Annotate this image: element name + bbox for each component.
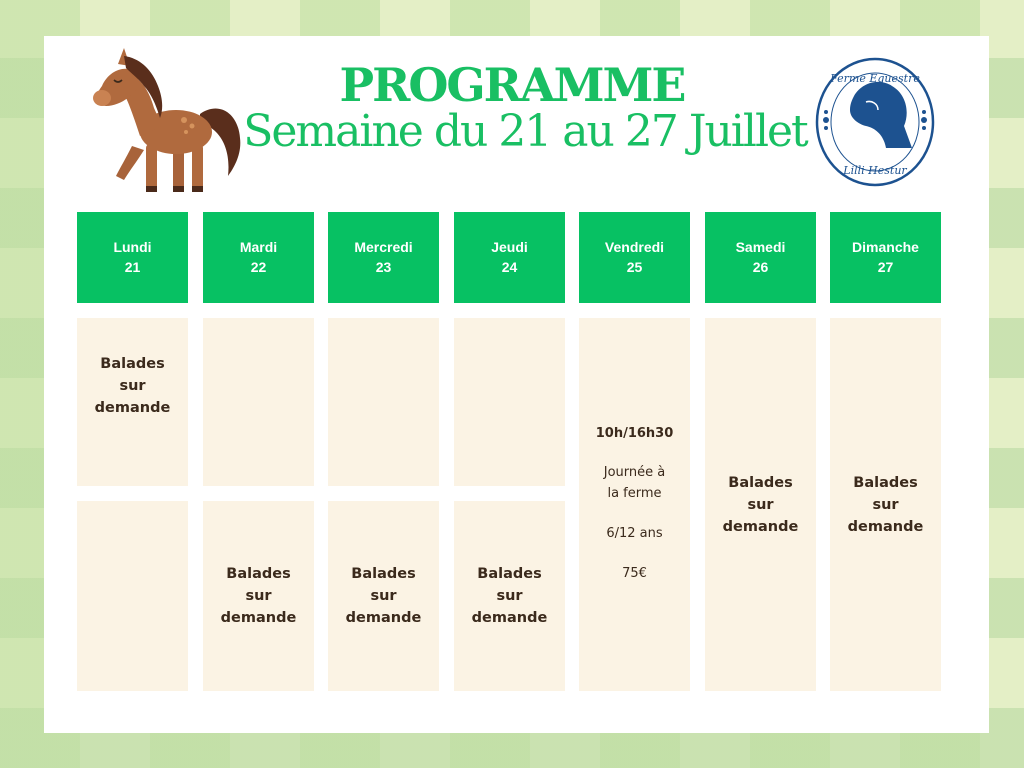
dimanche-cell [830,318,941,691]
page-subtitle: Semaine du 21 au 27 Juillet [243,106,807,157]
activity-text: Balades sur demande [722,474,799,535]
mercredi-morning-cell [328,318,439,486]
page-title: PROGRAMME [339,58,685,112]
day-name: Vendredi [604,239,665,255]
friday-title-line1: Journée à [603,465,666,480]
day-name: Dimanche [852,239,919,255]
day-date: 21 [124,259,141,275]
day-date: 22 [250,259,267,275]
day-name: Samedi [735,239,786,255]
friday-time: 10h/16h30 [595,426,674,441]
jeudi-morning-cell [454,318,565,486]
friday-price: 75€ [622,566,647,581]
mardi-afternoon-cell [203,501,314,691]
activity-text: Balades sur demande [94,356,171,416]
day-header-mercredi [328,212,439,303]
day-date: 23 [375,259,392,275]
day-name: Jeudi [491,239,528,255]
day-header-vendredi [579,212,690,303]
farm-logo [814,56,936,188]
activity-text: Balades sur demande [847,474,924,535]
day-name: Mercredi [354,239,413,255]
logo-text-top: Ferme Equestre [830,72,920,85]
logo-text-bottom: Lilli Hestur [843,164,907,177]
friday-title-line2: la ferme [607,486,662,501]
activity-text: Balades sur demande [220,566,297,626]
day-header-dimanche [830,212,941,303]
samedi-cell [705,318,816,691]
day-date: 26 [752,259,769,275]
activity-text: Balades sur demande [471,566,548,626]
day-header-mardi [203,212,314,303]
day-date: 27 [877,259,894,275]
activity-text: Balades sur demande [345,566,422,626]
day-header-jeudi [454,212,565,303]
jeudi-afternoon-cell [454,501,565,691]
vendredi-cell [579,318,690,691]
lundi-afternoon-cell [77,501,188,691]
lundi-morning-cell [77,318,188,486]
mercredi-afternoon-cell [328,501,439,691]
day-date: 25 [626,259,643,275]
day-name: Lundi [113,239,152,255]
day-header-samedi [705,212,816,303]
friday-ages: 6/12 ans [606,526,663,541]
day-header-lundi [77,212,188,303]
day-name: Mardi [239,239,278,255]
mardi-morning-cell [203,318,314,486]
day-date: 24 [501,259,518,275]
